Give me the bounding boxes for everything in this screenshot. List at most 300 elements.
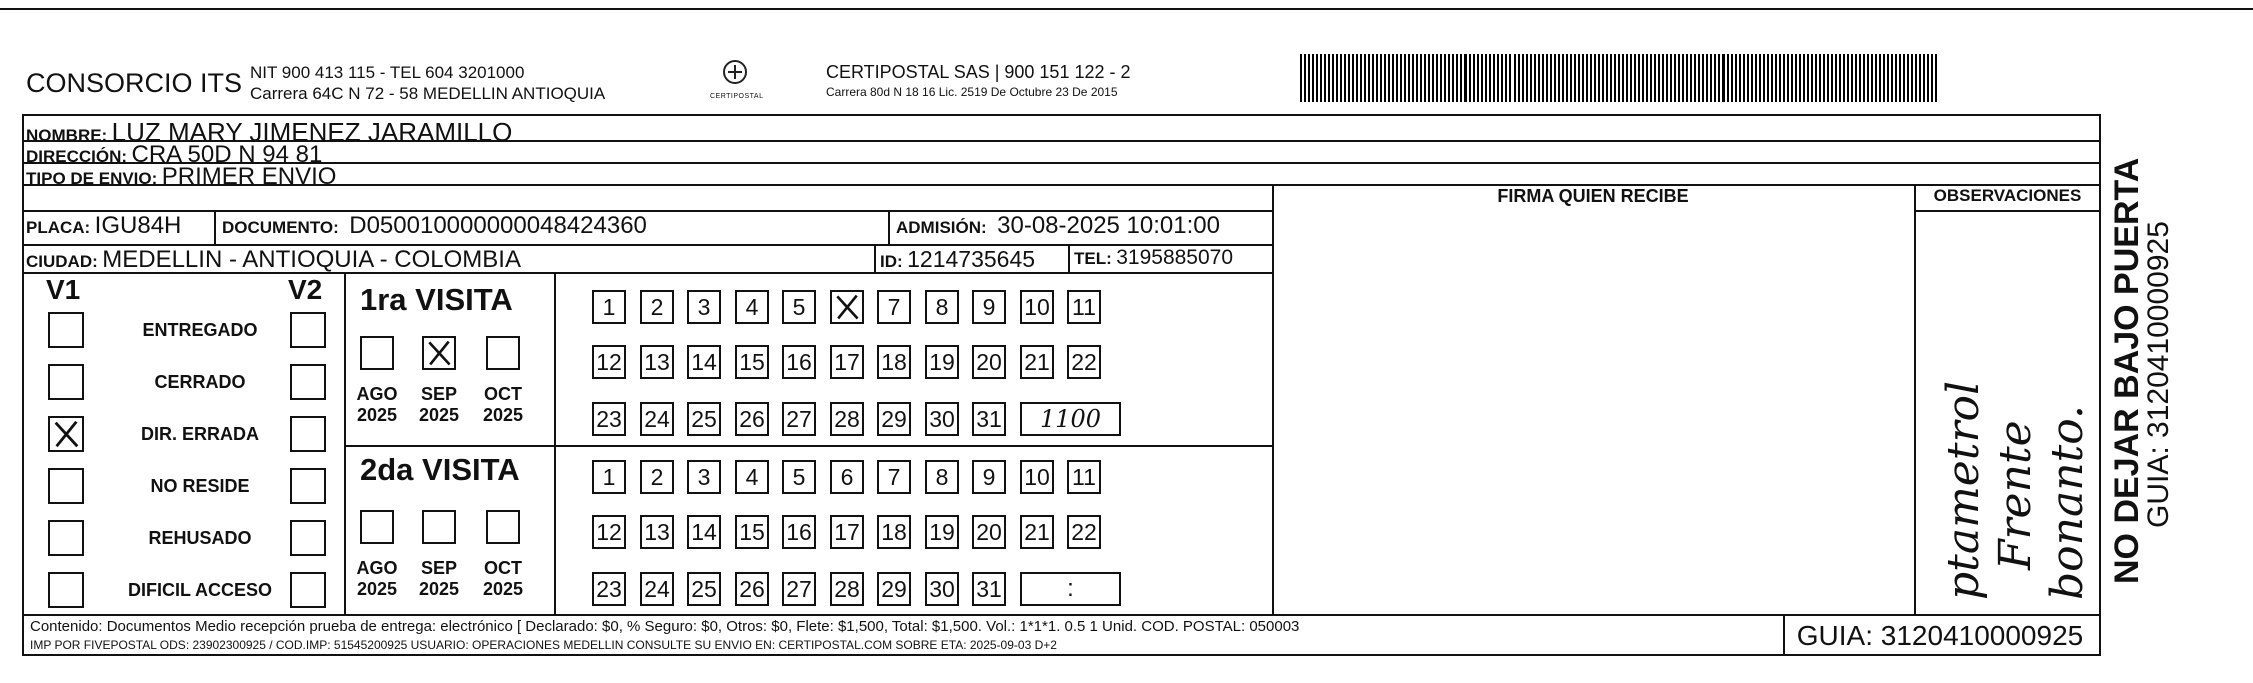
barcode-bar xyxy=(1610,54,1612,102)
second-visit-day-29[interactable]: 29 xyxy=(877,572,911,606)
barcode-bar xyxy=(1360,54,1362,102)
second-visit-title: 2da VISITA xyxy=(360,452,520,487)
license-line: Carrera 80d N 18 16 Lic. 2519 De Octubre 23 De 2015 xyxy=(826,85,1118,99)
barcode-bar xyxy=(1891,54,1893,102)
first-visit-day-19[interactable]: 19 xyxy=(925,345,959,379)
nit-line: NIT 900 413 115 - TEL 604 3201000 xyxy=(250,63,525,82)
observaciones-label: OBSERVACIONES xyxy=(1933,186,2082,205)
barcode-bar xyxy=(1505,54,1507,102)
v2-checkbox-6[interactable] xyxy=(290,572,326,608)
vrule-firma xyxy=(1272,184,1274,614)
barcode-bar xyxy=(1859,54,1861,102)
second-visit-day-22[interactable]: 22 xyxy=(1067,515,1101,549)
documento-label: DOCUMENTO: xyxy=(222,218,339,237)
status-label-4: NO RESIDE xyxy=(150,476,250,496)
barcode-bar xyxy=(1686,54,1688,102)
first-visit-month-year: 2025 xyxy=(482,405,524,425)
barcode-bar xyxy=(1562,54,1564,102)
footer-guia: GUIA: 3120410000925 xyxy=(1796,620,2084,651)
status-label-3: DIR. ERRADA xyxy=(140,424,259,444)
barcode-bar xyxy=(1384,54,1386,102)
barcode-bar xyxy=(1771,54,1773,102)
barcode-bar xyxy=(1352,54,1354,102)
second-visit-month-year: 2025 xyxy=(482,579,524,599)
barcode-bar xyxy=(1799,54,1801,102)
barcode-bar xyxy=(1444,54,1446,102)
status-label-2: CERRADO xyxy=(154,372,246,392)
second-visit-day-7[interactable]: 7 xyxy=(877,460,911,494)
first-visit-day-31[interactable]: 31 xyxy=(972,402,1006,436)
firma-label: FIRMA QUIEN RECIBE xyxy=(1497,186,1689,206)
barcode-bar xyxy=(1460,54,1462,102)
barcode-bar xyxy=(1509,54,1511,102)
second-visit-month-name: AGO xyxy=(356,558,398,578)
barcode-bar xyxy=(1694,54,1696,102)
second-visit-month-checkbox-oct[interactable] xyxy=(486,510,520,544)
tipo-value: PRIMER ENVIO xyxy=(161,163,337,190)
v2-checkbox-4[interactable] xyxy=(290,468,326,504)
barcode-bar xyxy=(1546,54,1548,102)
second-visit-day-20[interactable]: 20 xyxy=(972,515,1006,549)
footer-line-2: IMP POR FIVEPOSTAL ODS: 23902300925 / COD.IMP: 51545200925 USUARIO: OPERACIONES MEDELLIN CONSULTE SU ENVIO EN: CERTIPOSTAL.COM SOBRE ETA: 2025-09-03 D+2 xyxy=(30,638,1057,652)
status-label-6: DIFICIL ACCESO xyxy=(127,580,272,600)
second-visit-day-30[interactable]: 30 xyxy=(925,572,959,606)
rule-footer xyxy=(22,614,2101,616)
barcode-bar xyxy=(1590,54,1592,102)
barcode-bar xyxy=(1530,54,1532,102)
second-visit-day-17[interactable]: 17 xyxy=(830,515,864,549)
barcode-bar xyxy=(1456,54,1458,102)
barcode-bar xyxy=(1380,54,1382,102)
logo-icon xyxy=(719,58,751,88)
first-visit-day-3[interactable]: 3 xyxy=(687,290,721,324)
ciudad-value: MEDELLIN - ANTIOQUIA - COLOMBIA xyxy=(102,246,521,273)
barcode-bar xyxy=(1566,54,1568,102)
first-visit-month-label-sep xyxy=(414,384,464,426)
second-visit-day-5[interactable]: 5 xyxy=(782,460,816,494)
placa-value: IGU84H xyxy=(94,212,182,239)
barcode-bar xyxy=(1436,54,1438,102)
barcode-bar xyxy=(1718,54,1720,102)
first-visit-day-21[interactable]: 21 xyxy=(1020,345,1054,379)
barcode-bar xyxy=(1570,54,1572,102)
footer-line-1: Contenido: Documentos Medio recepción prueba de entrega: electrónico [ Declarado: $0, % Seguro: $0, Otros: $0, Flete: $1,500, Total: $1,500. Vol.: 1*1*1. 0.5 1 Unid. COD. POSTAL: 050003 xyxy=(30,618,1300,635)
first-visit-day-27[interactable]: 27 xyxy=(782,402,816,436)
barcode-bar xyxy=(1879,54,1881,102)
barcode-bar xyxy=(1714,54,1716,102)
barcode-bar xyxy=(1388,54,1390,102)
v1-checkbox-4[interactable] xyxy=(48,468,84,504)
vrule-footer-guia xyxy=(1783,614,1785,656)
barcode-bar xyxy=(1412,54,1414,102)
barcode-bar xyxy=(1356,54,1358,102)
barcode-bar xyxy=(1400,54,1402,102)
barcode-bar xyxy=(1485,54,1487,102)
first-visit-day-1[interactable]: 1 xyxy=(592,290,626,324)
barcode-bar xyxy=(1614,54,1616,102)
barcode-bar xyxy=(1336,54,1338,102)
first-visit-day-30[interactable]: 30 xyxy=(925,402,959,436)
status-label-1: ENTREGADO xyxy=(142,320,258,340)
second-visit-month-year: 2025 xyxy=(418,579,460,599)
barcode-bar xyxy=(1775,54,1777,102)
barcode-bar xyxy=(1678,54,1680,102)
barcode-bar xyxy=(1606,54,1608,102)
v1-checkbox-3[interactable] xyxy=(48,416,84,452)
barcode-bar xyxy=(1464,54,1467,102)
first-visit-month-checkbox-ago[interactable] xyxy=(360,336,394,370)
barcode-bar xyxy=(1638,54,1640,102)
barcode-bar xyxy=(1831,54,1833,102)
barcode-bar xyxy=(1440,54,1442,102)
first-visit-day-18[interactable]: 18 xyxy=(877,345,911,379)
barcode-bar xyxy=(1807,54,1809,102)
handwritten-observation xyxy=(1938,381,2094,600)
barcode-bar xyxy=(1376,54,1378,102)
barcode-bar xyxy=(1538,54,1540,102)
second-visit-day-15[interactable]: 15 xyxy=(735,515,769,549)
barcode-bar xyxy=(1432,54,1434,102)
second-visit-day-6[interactable]: 6 xyxy=(830,460,864,494)
first-visit-day-17[interactable]: 17 xyxy=(830,345,864,379)
second-visit-day-12[interactable]: 12 xyxy=(592,515,626,549)
first-visit-month-checkbox-sep[interactable] xyxy=(422,336,456,370)
first-visit-day-12[interactable]: 12 xyxy=(592,345,626,379)
documento-value: D050010000000048424360 xyxy=(349,212,647,239)
v2-label: V2 xyxy=(288,274,323,305)
first-visit-day-20[interactable]: 20 xyxy=(972,345,1006,379)
handwritten-line-1: ptametrol xyxy=(1938,380,1989,600)
first-visit-day-28[interactable]: 28 xyxy=(830,402,864,436)
barcode-bar xyxy=(1300,54,1302,102)
vrule-months xyxy=(554,272,556,614)
second-visit-time-box[interactable]: : xyxy=(1020,572,1121,606)
first-visit-month-name: SEP xyxy=(420,384,458,404)
barcode-bar xyxy=(1396,54,1398,102)
first-visit-day-13[interactable]: 13 xyxy=(640,345,674,379)
barcode-bar xyxy=(1368,54,1370,102)
tel-row xyxy=(1074,246,1233,270)
barcode-bar xyxy=(1899,54,1901,102)
v2-checkbox-1[interactable] xyxy=(290,312,326,348)
barcode-bar xyxy=(1408,54,1410,102)
barcode-bar xyxy=(1731,54,1733,102)
handwritten-line-2: Frente xyxy=(1990,420,2041,570)
barcode-bar xyxy=(1416,54,1418,102)
second-visit-day-10[interactable]: 10 xyxy=(1020,460,1054,494)
first-visit-day-2[interactable]: 2 xyxy=(640,290,674,324)
vrule-placa xyxy=(214,210,216,244)
second-visit-day-4[interactable]: 4 xyxy=(735,460,769,494)
direccion-label: DIRECCIÓN: xyxy=(26,147,128,166)
barcode-bar xyxy=(1811,54,1813,102)
barcode-bar xyxy=(1855,54,1857,102)
barcode-bar xyxy=(1911,54,1913,102)
first-visit-month-year: 2025 xyxy=(418,405,460,425)
barcode xyxy=(1300,54,1940,102)
v1-checkbox-5[interactable] xyxy=(48,520,84,556)
first-visit-day-7[interactable]: 7 xyxy=(877,290,911,324)
second-visit-month-name: OCT xyxy=(484,558,522,578)
status-label-5: REHUSADO xyxy=(148,528,252,548)
barcode-bar xyxy=(1795,54,1797,102)
vrule-admision xyxy=(888,210,890,244)
admision-label: ADMISIÓN: xyxy=(896,218,987,237)
second-visit-day-9[interactable]: 9 xyxy=(972,460,1006,494)
barcode-bar xyxy=(1755,54,1757,102)
second-visit-day-19[interactable]: 19 xyxy=(925,515,959,549)
barcode-bar xyxy=(1626,54,1628,102)
placa-label: PLACA: xyxy=(26,218,91,237)
barcode-bar xyxy=(1843,54,1845,102)
second-visit-day-14[interactable]: 14 xyxy=(687,515,721,549)
second-visit-month-label-oct xyxy=(478,558,528,600)
certipostal-logo xyxy=(710,58,764,100)
barcode-bar xyxy=(1582,54,1584,102)
second-visit-month-checkbox-ago[interactable] xyxy=(360,510,394,544)
second-visit-day-23[interactable]: 23 xyxy=(592,572,626,606)
first-visit-day-15[interactable]: 15 xyxy=(735,345,769,379)
first-visit-day-14[interactable]: 14 xyxy=(687,345,721,379)
barcode-graphic xyxy=(1300,54,1940,102)
barcode-bar xyxy=(1895,54,1897,102)
barcode-bar xyxy=(1819,54,1821,102)
first-visit-day-23[interactable]: 23 xyxy=(592,402,626,436)
top-rule xyxy=(0,8,2253,10)
second-visit-day-24[interactable]: 24 xyxy=(640,572,674,606)
barcode-bar xyxy=(1424,54,1426,102)
barcode-bar xyxy=(1706,54,1708,102)
tel-value: 3195885070 xyxy=(1116,246,1234,269)
certipostal-info xyxy=(826,62,1131,99)
barcode-bar xyxy=(1518,54,1520,102)
second-visit-day-28[interactable]: 28 xyxy=(830,572,864,606)
barcode-bar xyxy=(1779,54,1781,102)
v2-checkbox-2[interactable] xyxy=(290,364,326,400)
barcode-bar xyxy=(1634,54,1636,102)
v1-checkbox-6[interactable] xyxy=(48,572,84,608)
barcode-bar xyxy=(1332,54,1334,102)
barcode-bar xyxy=(1304,54,1306,102)
no-dejar-bajo-puerta: NO DEJAR BAJO PUERTA xyxy=(2108,157,2146,584)
barcode-bar xyxy=(1497,54,1499,102)
tel-label: TEL: xyxy=(1074,249,1112,268)
first-visit-day-11[interactable]: 11 xyxy=(1067,290,1101,324)
tipo-label: TIPO DE ENVIO: xyxy=(26,169,158,188)
barcode-bar xyxy=(1883,54,1885,102)
barcode-bar xyxy=(1542,54,1544,102)
first-visit-month-checkbox-oct[interactable] xyxy=(486,336,520,370)
v1-checkbox-1[interactable] xyxy=(48,312,84,348)
handwritten-line-3: bonanto. xyxy=(2042,405,2093,600)
barcode-bar xyxy=(1578,54,1580,102)
barcode-bar xyxy=(1372,54,1374,102)
first-visit-day-10[interactable]: 10 xyxy=(1020,290,1054,324)
barcode-bar xyxy=(1646,54,1648,102)
id-label: ID: xyxy=(880,252,903,271)
second-visit-day-27[interactable]: 27 xyxy=(782,572,816,606)
first-visit-day-24[interactable]: 24 xyxy=(640,402,674,436)
barcode-bar xyxy=(1887,54,1889,102)
barcode-bar xyxy=(1863,54,1865,102)
second-visit-day-26[interactable]: 26 xyxy=(735,572,769,606)
vrule-status xyxy=(344,272,346,614)
barcode-bar xyxy=(1763,54,1765,102)
barcode-bar xyxy=(1534,54,1536,102)
direccion-value: CRA 50D N 94 81 xyxy=(131,141,323,168)
barcode-bar xyxy=(1473,54,1475,102)
barcode-bar xyxy=(1919,54,1921,102)
barcode-bar xyxy=(1670,54,1672,102)
barcode-bar xyxy=(1871,54,1873,102)
barcode-bar xyxy=(1875,54,1877,102)
barcode-bar xyxy=(1602,54,1604,102)
first-visit-day-9[interactable]: 9 xyxy=(972,290,1006,324)
barcode-bar xyxy=(1662,54,1664,102)
barcode-bar xyxy=(1586,54,1588,102)
second-visit-month-year: 2025 xyxy=(356,579,398,599)
barcode-bar xyxy=(1931,54,1933,102)
barcode-bar xyxy=(1514,54,1516,102)
barcode-bar xyxy=(1618,54,1620,102)
barcode-bar xyxy=(1328,54,1330,102)
barcode-bar xyxy=(1598,54,1600,102)
barcode-bar xyxy=(1851,54,1853,102)
barcode-bar xyxy=(1493,54,1495,102)
first-visit-day-16[interactable]: 16 xyxy=(782,345,816,379)
barcode-bar xyxy=(1923,54,1925,102)
barcode-bar xyxy=(1324,54,1326,102)
tipo-row xyxy=(26,163,336,191)
barcode-bar xyxy=(1312,54,1314,102)
first-visit-month-year: 2025 xyxy=(356,405,398,425)
barcode-bar xyxy=(1344,54,1346,102)
second-visit-month-name: SEP xyxy=(420,558,458,578)
rule-visits xyxy=(344,445,1272,447)
barcode-bar xyxy=(1364,54,1366,102)
second-visit-day-13[interactable]: 13 xyxy=(640,515,674,549)
second-visit-day-16[interactable]: 16 xyxy=(782,515,816,549)
barcode-bar xyxy=(1316,54,1318,102)
barcode-bar xyxy=(1522,54,1524,102)
first-visit-day-5[interactable]: 5 xyxy=(782,290,816,324)
barcode-bar xyxy=(1835,54,1837,102)
barcode-bar xyxy=(1739,54,1741,102)
barcode-bar xyxy=(1574,54,1576,102)
barcode-bar xyxy=(1452,54,1454,102)
barcode-bar xyxy=(1526,54,1528,102)
barcode-bar xyxy=(1308,54,1310,102)
second-visit-day-11[interactable]: 11 xyxy=(1067,460,1101,494)
barcode-bar xyxy=(1935,54,1937,102)
first-visit-day-8[interactable]: 8 xyxy=(925,290,959,324)
second-visit-day-25[interactable]: 25 xyxy=(687,572,721,606)
barcode-bar xyxy=(1735,54,1737,102)
barcode-bar xyxy=(1340,54,1342,102)
second-visit-month-label-sep xyxy=(414,558,464,600)
barcode-bar xyxy=(1650,54,1652,102)
barcode-bar xyxy=(1674,54,1676,102)
barcode-bar xyxy=(1642,54,1644,102)
first-visit-day-29[interactable]: 29 xyxy=(877,402,911,436)
barcode-bar xyxy=(1654,54,1656,102)
first-visit-day-22[interactable]: 22 xyxy=(1067,345,1101,379)
barcode-bar xyxy=(1847,54,1849,102)
company-info xyxy=(250,62,605,104)
barcode-bar xyxy=(1823,54,1825,102)
address-line: Carrera 64C N 72 - 58 MEDELLIN ANTIOQUIA xyxy=(250,84,606,103)
barcode-bar xyxy=(1759,54,1761,102)
v2-checkbox-5[interactable] xyxy=(290,520,326,556)
barcode-bar xyxy=(1727,54,1729,102)
second-visit-day-21[interactable]: 21 xyxy=(1020,515,1054,549)
barcode-bar xyxy=(1915,54,1917,102)
barcode-bar xyxy=(1827,54,1829,102)
first-visit-day-6[interactable] xyxy=(830,290,864,324)
second-visit-day-1[interactable]: 1 xyxy=(592,460,626,494)
rule-4b xyxy=(1914,210,2101,212)
second-visit-month-checkbox-sep[interactable] xyxy=(422,510,456,544)
barcode-bar xyxy=(1690,54,1692,102)
barcode-bar xyxy=(1404,54,1406,102)
second-visit-day-8[interactable]: 8 xyxy=(925,460,959,494)
first-visit-month-name: OCT xyxy=(484,384,522,404)
second-visit-day-2[interactable]: 2 xyxy=(640,460,674,494)
first-visit-day-4[interactable]: 4 xyxy=(735,290,769,324)
barcode-bar xyxy=(1348,54,1350,102)
second-visit-day-31[interactable]: 31 xyxy=(972,572,1006,606)
barcode-bar xyxy=(1710,54,1712,102)
first-visit-day-25[interactable]: 25 xyxy=(687,402,721,436)
barcode-bar xyxy=(1481,54,1483,102)
second-visit-day-18[interactable]: 18 xyxy=(877,515,911,549)
barcode-bar xyxy=(1630,54,1632,102)
barcode-bar xyxy=(1658,54,1660,102)
side-guia: GUIA: 3120410000925 xyxy=(2142,221,2175,528)
barcode-bar xyxy=(1803,54,1805,102)
placa-row xyxy=(26,212,181,240)
barcode-bar xyxy=(1698,54,1700,102)
barcode-bar xyxy=(1867,54,1869,102)
first-visit-day-26[interactable]: 26 xyxy=(735,402,769,436)
logo-caption: CERTIPOSTAL xyxy=(710,93,764,100)
barcode-bar xyxy=(1743,54,1745,102)
barcode-bar xyxy=(1682,54,1684,102)
second-visit-month-label-ago xyxy=(352,558,402,600)
ciudad-label: CIUDAD: xyxy=(26,252,98,271)
barcode-bar xyxy=(1489,54,1491,102)
barcode-bar xyxy=(1767,54,1769,102)
barcode-bar xyxy=(1420,54,1422,102)
first-visit-time-box[interactable]: 1100 xyxy=(1020,402,1121,436)
barcode-bar xyxy=(1747,54,1749,102)
barcode-bar xyxy=(1594,54,1596,102)
second-visit-day-3[interactable]: 3 xyxy=(687,460,721,494)
barcode-bar xyxy=(1448,54,1450,102)
first-visit-month-label-ago xyxy=(352,384,402,426)
v2-checkbox-3[interactable] xyxy=(290,416,326,452)
barcode-bar xyxy=(1428,54,1430,102)
barcode-bar xyxy=(1550,54,1552,102)
v1-checkbox-2[interactable] xyxy=(48,364,84,400)
nombre-label: NOMBRE: xyxy=(26,126,108,145)
barcode-bar xyxy=(1839,54,1841,102)
id-row xyxy=(880,246,1035,273)
barcode-bar xyxy=(1477,54,1479,102)
ciudad-row xyxy=(26,246,521,274)
barcode-bar xyxy=(1791,54,1793,102)
nombre-value: LUZ MARY JIMENEZ JARAMILLO xyxy=(111,117,513,147)
